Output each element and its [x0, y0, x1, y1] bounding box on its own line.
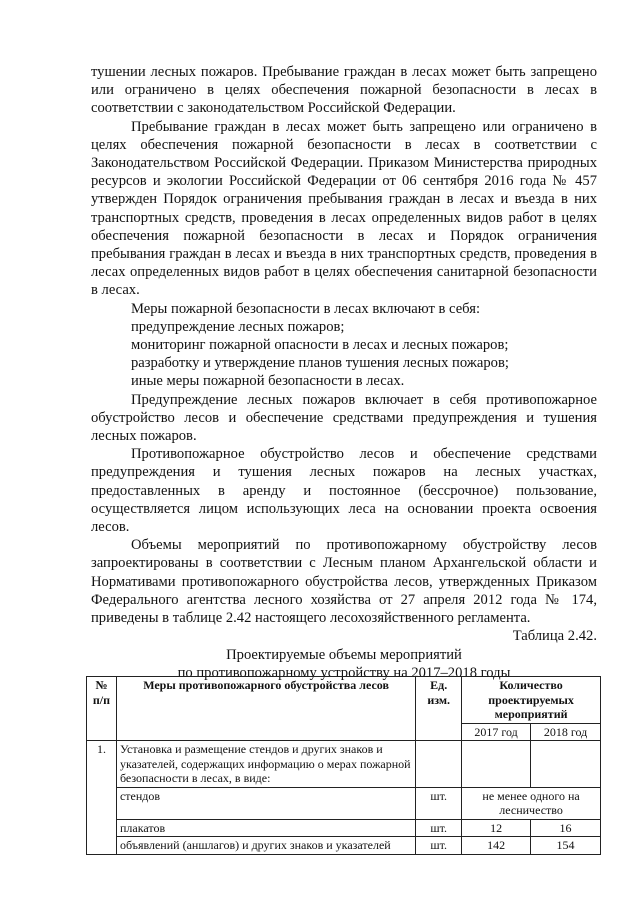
paragraph: Противопожарное обустройство лесов и обеспечение средствами предупреждения и тушения лесных пожаров на лесных участках, предоставленных в аренду и постоянное (бессрочное) пользование, осуществляется лицом использующих леса на основании проекта освоения лесов. [91, 446, 597, 536]
paragraph: Пребывание граждан в лесах может быть запрещено или ограничено в целях обеспечения пожарной безопасности в лесах в соответствии с Законодательством Российской Федерации. Приказом Министерства природных ресурсов и экологии Российской Федерации от 06 сентября 2016 года № 457 утвержден Порядок ограничения пребывания граждан в лесах и въезда в них транспортных средств, проведения в лесах определенных видов работ в целях обеспечения пожарной безопасности в лесах и Порядок ограничения пребывания граждан в лесах и въезда в них транспортных средств, проведения в лесах определенных видов работ в целях обеспечения санитарной безопасности в лесах. [91, 118, 597, 299]
table-row [87, 741, 601, 788]
table-label: Таблица 2.42. [512, 628, 597, 645]
empty-cell [462, 741, 531, 788]
document-body [91, 63, 597, 682]
row-text: объявлений (аншлагов) и других знаков и указателей [116, 837, 415, 855]
table-row [87, 787, 601, 819]
header-number: № п/п [87, 677, 117, 741]
table-row [87, 819, 601, 837]
row-value-2018: 16 [531, 819, 601, 837]
row-value-2017: 142 [462, 837, 531, 855]
header-measures: Меры противопожарного обустройства лесов [116, 677, 415, 741]
row-unit: шт. [416, 819, 462, 837]
empty-cell [531, 741, 601, 788]
row-value-2018: 154 [531, 837, 601, 855]
header-year-2018: 2018 год [531, 723, 601, 741]
paragraph: тушении лесных пожаров. Пребывание граждан в лесах может быть запрещено или ограничено в целях обеспечения пожарной безопасности в лесах в соответствии с законодательством Российской Федерации. [91, 64, 597, 117]
list-item: разработку и утверждение планов тушения лесных пожаров; [131, 355, 509, 372]
row-number: 1. [87, 741, 117, 855]
row-quantity: не менее одного на лесничество [462, 787, 601, 819]
list-item: иные меры пожарной безопасности в лесах. [131, 373, 405, 390]
header-year-2017: 2017 год [462, 723, 531, 741]
row-unit: шт. [416, 787, 462, 819]
row-value-2017: 12 [462, 819, 531, 837]
table-row [87, 837, 601, 855]
empty-cell [416, 741, 462, 788]
measures-table [86, 676, 601, 855]
row-unit: шт. [416, 837, 462, 855]
paragraph: Предупреждение лесных пожаров включает в себя противопожарное обустройство лесов и обеспечение средствами предупреждения и тушения лесных пожаров. [91, 391, 597, 445]
header-unit: Ед. изм. [416, 677, 462, 741]
table-subtitle: по противопожарному устройству на 2017–2018 годы [177, 664, 511, 681]
table-header-row [87, 677, 601, 724]
table-title: Проектируемые объемы мероприятий [226, 646, 462, 663]
row-text: Установка и размещение стендов и других знаков и указателей, содержащих информацию о мерах пожарной безопасности в лесах, в виде: [116, 741, 415, 788]
header-quantity: Количество проектируемых мероприятий [462, 677, 601, 724]
list-item: мониторинг пожарной опасности в лесах и лесных пожаров; [131, 337, 509, 354]
list-item: предупреждение лесных пожаров; [131, 318, 345, 335]
paragraph: Меры пожарной безопасности в лесах включают в себя: [131, 300, 480, 317]
paragraph: Объемы мероприятий по противопожарному обустройству лесов запроектированы в соответствии с Лесным планом Архангельской области и Нормативами противопожарного обустройства лесов, утвержденных Приказом Федерального агентства лесного хозяйства от 27 апреля 2012 года № 174, приведены в таблице 2.42 настоящего лесохозяйственного регламента. [91, 537, 597, 627]
row-text: плакатов [116, 819, 415, 837]
row-text: стендов [116, 787, 415, 819]
